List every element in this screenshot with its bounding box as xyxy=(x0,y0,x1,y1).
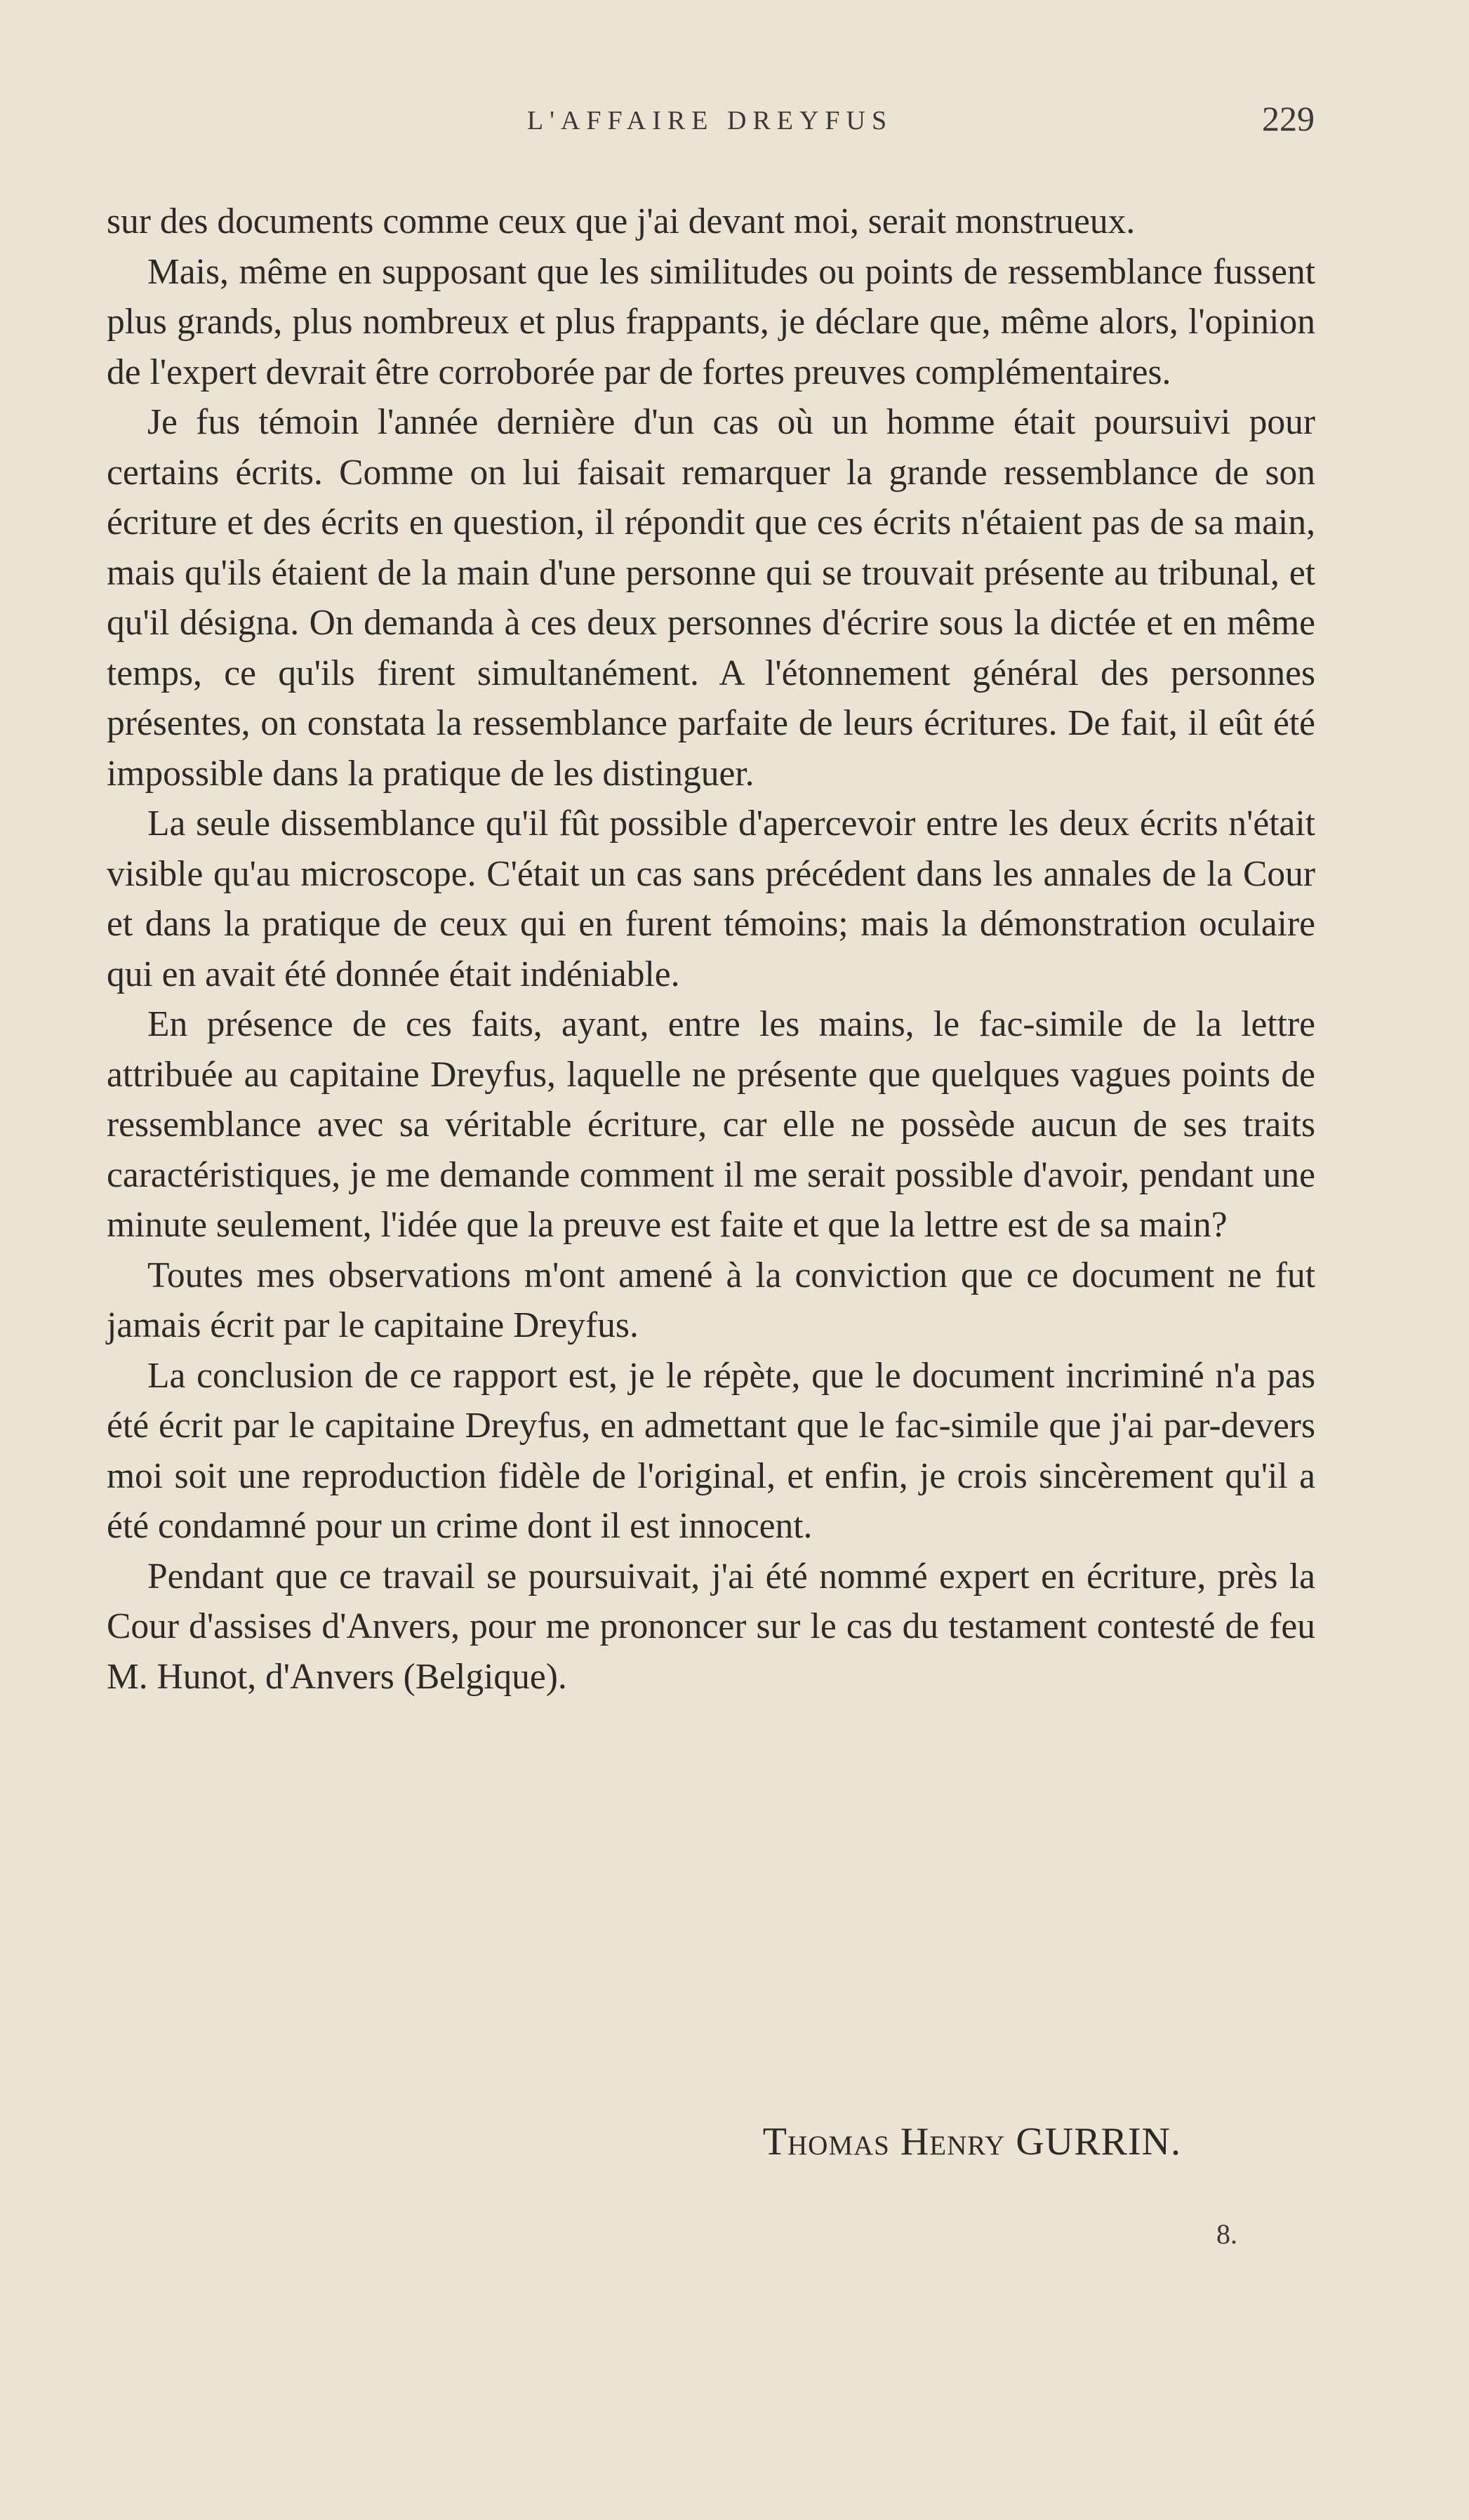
signature-given-names: Thomas Henry xyxy=(762,2120,1006,2164)
page-number: 229 xyxy=(1262,99,1315,138)
paragraph: Toutes mes observations m'ont amené à la conviction que ce document ne fut jamais écrit par le capitaine Dreyfus. xyxy=(107,1255,1315,1345)
paragraph: La seule dissemblance qu'il fût possible d'apercevoir entre les deux écrits n'était visible qu'au microscope. C'était un cas sans précédent dans les annales de la Cour et dans la pratique de ceux qui en furent témoins; mais la démonstration oculaire qui en avait été donnée était indéniable. xyxy=(107,804,1315,994)
signature-surname: GURRIN. xyxy=(1016,2120,1181,2164)
paragraph: Mais, même en supposant que les similitudes ou points de ressemblance fussent plus grands, plus nombreux et plus frappants, je déclare que, même alors, l'opinion de l'expert devrait être corroborée par de fortes preuves complémentaires. xyxy=(107,251,1315,392)
body-text xyxy=(107,196,1315,1702)
signature xyxy=(763,2119,1181,2164)
paragraph: Pendant que ce travail se poursuivait, j'ai été nommé expert en écriture, près la Cour d'assises d'Anvers, pour me prononcer sur le cas du testament contesté de feu M. Hunot, d'Anvers (Belgique). xyxy=(107,1556,1315,1697)
paragraph: En présence de ces faits, ayant, entre les mains, le fac-simile de la lettre attribuée au capitaine Dreyfus, laquelle ne présente que quelques vagues points de ressemblance avec sa véritable écriture, car elle ne possède aucun de ses traits caractéristiques, je me demande comment il me serait possible d'avoir, pendant une minute seulement, l'idée que la preuve est faite et que la lettre est de sa main? xyxy=(107,1004,1315,1245)
paragraph-continuation: sur des documents comme ceux que j'ai devant moi, serait monstrueux. xyxy=(107,201,1136,241)
paragraph: Je fus témoin l'année dernière d'un cas où un homme était poursuivi pour certains écrits. Comme on lui faisait remarquer la grande ressemblance de son écriture et des écrits en question, il répondit que ces écrits n'étaient pas de sa main, mais qu'ils étaient de la main d'une personne qui se trouvait présente au tribunal, et qu'il désigna. On demanda à ces deux personnes d'écrire sous la dictée et en même temps, ce qu'ils firent simultanément. A l'étonnement général des personnes présentes, on constata la ressemblance parfaite de leurs écritures. De fait, il eût été impossible dans la pratique de les distinguer. xyxy=(107,402,1315,794)
paragraph: La conclusion de ce rapport est, je le répète, que le document incriminé n'a pas été écrit par le capitaine Dreyfus, en admettant que le fac-simile que j'ai par-devers moi soit une reproduction fidèle de l'original, et enfin, je crois sincèrement qu'il a été condamné pour un crime dont il est innocent. xyxy=(107,1355,1315,1546)
running-head xyxy=(105,98,1315,147)
signature-mark: 8. xyxy=(1216,2218,1237,2250)
running-title: L'AFFAIRE DREYFUS xyxy=(526,106,893,135)
